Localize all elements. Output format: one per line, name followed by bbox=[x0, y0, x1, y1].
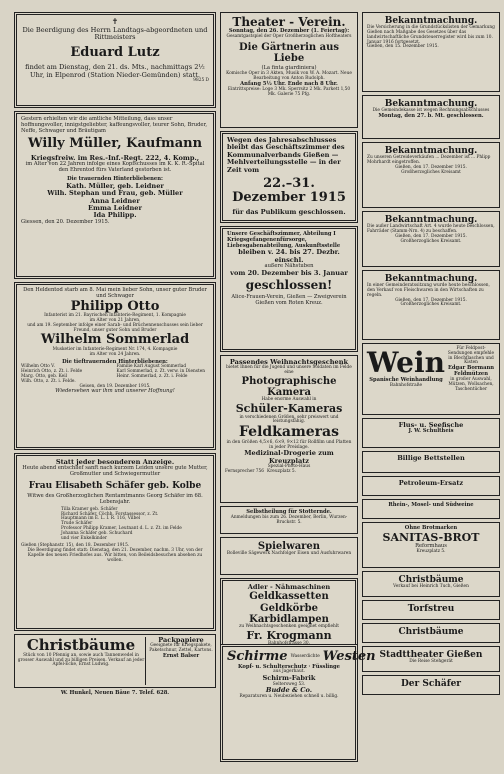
schirme-note: aus Jagerhaut. bbox=[273, 669, 305, 675]
christbaeume2-title: Christbäume bbox=[398, 627, 464, 637]
theater-verein-ad bbox=[220, 12, 358, 128]
bekanntmachung-1 bbox=[362, 12, 500, 92]
schaefer-mourner: Johanna Schäfer geb. Schuchard bbox=[61, 530, 133, 536]
kamera-shop: Medizinal-Drogerie zum Kreuzplatz bbox=[244, 449, 334, 465]
b2-text: Die Gemeindekasse ist wegen Rechnungsabschlusses bbox=[372, 108, 490, 114]
obituary-otto-sommerlad bbox=[14, 282, 216, 450]
christbaeume2-ad bbox=[362, 623, 500, 643]
mueller-place: Giessen, den 20. Dezember 1915. bbox=[21, 218, 110, 225]
kamera-addr: Kreuzplatz 5. bbox=[267, 468, 296, 474]
kamera-body4: in den Größen 4,5×6, 6×9, 9×12 für Rollfilm und Platten in jeder Preislage. bbox=[226, 439, 352, 450]
b1-place: Gießen, den 15. Dezember 1915. bbox=[367, 44, 439, 50]
geschaeft-closing: für das Publikum geschlossen. bbox=[232, 207, 346, 216]
b1-title: Bekanntmachung. bbox=[384, 16, 478, 26]
mueller-mourner: Kath. Müller, geb. Leidner bbox=[66, 181, 164, 190]
b3-office: Großherzogliches Kreisamt bbox=[401, 169, 461, 175]
mueller-mourner: Ida Philipp. bbox=[93, 211, 137, 220]
theater-times: Anfang 5½ Uhr. Ende nach 8 Uhr. bbox=[240, 80, 338, 87]
b2-dates: Montag, den 27. b. Mt. geschlossen. bbox=[378, 112, 484, 119]
christbaeume-right-ad bbox=[362, 571, 500, 597]
rk-footer: Alice-Frauen-Verein, Gießen — Zweigverein Gießen vom Roten Kreuz. bbox=[231, 293, 347, 306]
theater-title: Theater - Verein. bbox=[232, 15, 346, 29]
schaefer-place: Gießen (Stephanstr. 15), den 18. Dezember 1915. bbox=[21, 543, 130, 549]
spielwaren-sub: Bolleville Sägewerk Nachfolger Eisen und Ausfuhrwaren bbox=[226, 551, 352, 557]
brot-shop: Reformhaus bbox=[415, 543, 447, 550]
obituary-mueller bbox=[14, 111, 216, 279]
mueller-body: im Alter von 22 Jahren infolge eines Kopfschusses im K. K. R.-Spital den Ehrentod fürs Vaterland gestorben ist. bbox=[25, 161, 205, 174]
adler-shop: Fr. Krogmann bbox=[246, 628, 332, 642]
b4-place: Gießen, den 17. Dezember 1915. bbox=[395, 233, 467, 239]
b4-title: Bekanntmachung. bbox=[384, 215, 478, 225]
b4-text: Die außer Landwirtschaft Art. 4 wurde heute beschlossen, Fahrräder (Stamm-Nrn. 4) zu beschaffen. bbox=[367, 224, 495, 234]
stottern-ad bbox=[220, 506, 358, 534]
packpapiere-shop: Ernst Balser bbox=[162, 653, 200, 659]
rhein-ad bbox=[362, 499, 500, 519]
feldmuetzen-title: Feldmützen bbox=[454, 371, 488, 378]
mueller-intro: Gestern erhielten wir die amtliche Mitteilung, dass unser hoffnungsvoller, innigstgeliebter, kaffeungsvoller, teurer Sohn, Bruder, Neffe, Schwager und Bräutigam bbox=[21, 116, 208, 134]
b5-title: Bekanntmachung. bbox=[384, 274, 478, 284]
kamera-shop2: Spezial-Photo-Haus bbox=[267, 464, 311, 470]
adler-l2: Geldkassetten bbox=[249, 591, 329, 603]
b3-text: Zu unseren Getreideverkäufen ... Dezember ist ... Phlipp Mohrhardt eingetroffen. bbox=[367, 155, 491, 165]
obituary-schaefer bbox=[14, 453, 216, 631]
torf-ad bbox=[362, 600, 500, 620]
spielwaren-title: Spielwaren bbox=[257, 541, 321, 552]
wein-addr: Bahnhofstraße bbox=[389, 383, 423, 389]
westen-title: Westen bbox=[322, 649, 376, 664]
kamera-ad bbox=[220, 355, 358, 503]
bettstellen-title: Billige Bettstellen bbox=[397, 454, 465, 462]
torf-title: Torfstreu bbox=[407, 604, 455, 614]
mourner-left: Wilhelm Otto V. bbox=[21, 364, 55, 370]
schaefer-intro: Heute abend entschlief sanft nach kurzem Leiden unsere gute Mutter, Großmutter und Schwiegermutter bbox=[22, 465, 208, 478]
fisch-ad bbox=[362, 418, 500, 448]
column-middle bbox=[220, 12, 358, 671]
schirme-repair: Reparaturen u. Neubeziehen schnell u. billig. bbox=[239, 693, 339, 699]
adler-title: Adler - Nähmaschinen bbox=[247, 583, 331, 591]
fisch-title: Flus- u. Seefische bbox=[398, 421, 464, 429]
brot-title: Ohne Brotmarken bbox=[404, 525, 458, 531]
schaefer-right-title: Der Schäfer bbox=[400, 679, 462, 689]
schirme-shop: Budde & Co. bbox=[265, 686, 313, 695]
kamera-body2: in verschiedenen Größen, sehr preiswert und leistungsfähig. bbox=[239, 414, 339, 425]
column-right bbox=[362, 12, 500, 698]
cross-icon: ✝ bbox=[111, 17, 119, 26]
bekanntmachung-2 bbox=[362, 95, 500, 139]
kamera-head: Photographische Kamera bbox=[241, 376, 337, 399]
geschaeft-dates: 22.–31. Dezember 1915 bbox=[232, 175, 346, 206]
mueller-name: Willy Müller, Kaufmann bbox=[27, 136, 203, 152]
schaefer-mourners bbox=[21, 508, 209, 542]
otto-closing: Wiedersehen war ihm und unserer Hoffnung! bbox=[55, 388, 175, 395]
christbaeume-text: Stück von 10 Pfennig an, sowie auch Tannenwedel in grosser Auswahl und zu billigen Preisen. Verkauf an jeder Apfel-Ecke, Ernst Ludwig. bbox=[17, 652, 145, 668]
fisch-shop: J. W. Schultheis bbox=[408, 428, 454, 435]
wein-side: Für Feldpost-Sendungen empfehle in Blechflaschen und Kisten bbox=[447, 346, 495, 366]
schaefer-mourner: Trude Schäfer bbox=[61, 521, 93, 527]
schaefer-mourner: Professor Philipp Kramer, Leutnant d. L. z. Zt. im Felde bbox=[61, 525, 182, 531]
rk-dates2: vom 20. Dezember bis 3. Januar bbox=[230, 269, 348, 277]
adler-l4: Karbidlampen bbox=[249, 613, 329, 625]
rk-dates: bleiben v. 24. bis 27. Dezbr. einschl. bbox=[238, 248, 340, 264]
kamera-intro: bietet Ihnen für die Jugend und unsere Soldaten im Felde eine bbox=[226, 365, 352, 376]
packpapiere-title: Packpapiere bbox=[158, 636, 204, 644]
schaefer-note: Die Beerdigung findet statt: Dienstag, den 21. Dezember, nachm. 3 Uhr, von der Kapelle des neuen Friedhofes aus. Wir bitten, von Beileidsbesuchen absehen zu wollen. bbox=[27, 548, 203, 563]
sommerlad-name: Wilhelm Sommerlad bbox=[40, 332, 190, 348]
otto-rank: Infanterist im 21. Bayrischen Infanterie-Regiment, 1. Kompagnie bbox=[44, 313, 186, 319]
theater-desc: Komische Oper in 3 Akten, Musik von W. A. Mozart. Neue Bearbeitung von Anton Rudolph. bbox=[226, 71, 352, 82]
mourner-left: Wilh. Otto, z. Zt. i. Felde. bbox=[21, 378, 76, 384]
rotes-kreuz-ad bbox=[220, 226, 358, 352]
otto-mourners bbox=[21, 365, 209, 384]
lutz-body: findet am Dienstag, den 21. ds. Mts., nachmittags 2½ Uhr, in Elpenrod (Station Nieder-Gemünden) statt. bbox=[25, 63, 205, 79]
brot-ad bbox=[362, 522, 500, 568]
kamera-sub: Habe enorme Auswahl in bbox=[261, 397, 317, 403]
schaefer-mourner: Tilla Kramer geb. Schäfer bbox=[61, 506, 118, 512]
b2-title: Bekanntmachung. bbox=[384, 99, 478, 109]
schirme-title: Schirme bbox=[227, 649, 288, 664]
b5-office: Großherzogliches Kreisamt. bbox=[400, 302, 462, 308]
otto-mourners-title: Die tieftrauernden Hinterbliebenen: bbox=[62, 358, 168, 365]
mueller-mourner: Emma Leidner bbox=[88, 203, 142, 212]
rk-text: Unsere Geschäftszimmer, Abteilung I Kriegsgefangenenfürsorge, Liebesgabenabteilung, Auskunftsstelle bbox=[227, 231, 341, 249]
brot-addr: Kreuzplatz 5. bbox=[416, 548, 446, 554]
christbaeume-title: Christbäume bbox=[26, 636, 136, 654]
spielwaren-ad bbox=[220, 537, 358, 575]
packpapiere-text: Geeignete für Kriegspakete, Paketschnur, Zettel, Kartons. bbox=[149, 643, 213, 654]
wein-sub: Spanische Weinhandlung bbox=[369, 377, 443, 384]
b3-title: Bekanntmachung. bbox=[384, 146, 478, 156]
schirme-addr: Seltersweg 53. bbox=[272, 681, 306, 687]
mourner-left: Heinrich Otto, z. Zt. i. Felde bbox=[21, 369, 83, 375]
kamera-body1: Schüler-Kameras bbox=[235, 402, 343, 416]
petroleum-title: Petroleum-Ersatz bbox=[398, 479, 464, 487]
adler-l5: zu Weihnachtsgeschenken geeignet empfiehlt bbox=[239, 623, 339, 629]
petroleum-ad bbox=[362, 476, 500, 496]
rhein-title: Rhein-, Mosel- und Südweine bbox=[388, 502, 474, 508]
schaefer-header: Statt jeder besonderen Anzeige. bbox=[55, 458, 175, 466]
b5-place: Gießen, den 17. Dezember 1915. bbox=[395, 297, 467, 303]
stadttheater-title: Stadttheater Gießen bbox=[379, 650, 483, 660]
schaefer-mourner: Hauptmann im E. L. I. R. 116, Vilbel bbox=[61, 516, 141, 522]
brot-big: SANITAS-BROT bbox=[382, 530, 480, 544]
bekanntmachung-5 bbox=[362, 270, 500, 340]
theater-prices: Eintrittspreise: Loge 3 Mk. Sperrsitz 2 Mk. Parkett 1,50 Mk. Galerie 75 Pfg. bbox=[227, 86, 351, 97]
lutz-name: Eduard Lutz bbox=[70, 44, 160, 60]
stadttheater-ad bbox=[362, 646, 500, 672]
stadttheater-sub: Die Reise Stehgerät bbox=[409, 659, 453, 665]
schirme-water: Wasserdichte bbox=[290, 653, 320, 659]
schaefer-name: Frau Elisabeth Schäfer geb. Kolbe bbox=[28, 481, 202, 491]
adler-l3: Geldkörbe bbox=[260, 602, 318, 614]
otto-place: Geisen, den 19. Dezember 1915. bbox=[79, 383, 151, 389]
mueller-mourners-title: Die trauernden Hinterbliebenen: bbox=[67, 175, 163, 182]
schirme-ad bbox=[220, 644, 376, 762]
geschaeftszimmer-ad bbox=[220, 131, 358, 223]
lutz-code: 9825 D bbox=[193, 78, 209, 83]
otto-name: Philipp Otto bbox=[70, 298, 160, 314]
schaefer-mourner: Richard Schäfer, Cöchh. Forstassessor, z. Zt. bbox=[61, 511, 159, 517]
stottern-text: Anmeldungen bis zum 26. Dezember, Berlin, Wurzen-Bruckstr. 5. bbox=[230, 514, 348, 525]
column-left bbox=[14, 12, 216, 697]
mueller-mourner: Anna Leidner bbox=[90, 196, 140, 205]
sommerlad-age: im Alter von 24 Jahren. bbox=[89, 351, 141, 357]
geschaeft-text: Wegen des Jahresabschlusses bleibt das Geschäftszimmer des Kommunalverbands Gießen — Mehlverteilungsstelle — in der Zeit vom bbox=[227, 136, 345, 174]
christbaeume-address: W. Hunkel, Neuen Bäue 7. Telef. 628. bbox=[60, 690, 170, 696]
mourner-right: Karl Sommerlad, z. Zt. verw. in Diensten bbox=[116, 369, 206, 375]
rk-note: außere Nähstuben bbox=[264, 263, 314, 270]
lutz-intro: Die Beerdigung des Herrn Landtags-abgeordneten und Rittmeisters bbox=[22, 25, 208, 42]
obituary-lutz bbox=[14, 12, 216, 108]
feldmuetzen-text: in großer Auswahl, Mützen, Wollsachen, Taschentücher bbox=[448, 376, 494, 392]
theater-sub: Gesamtgastspiel der Oper Großherzoglichen Hoftheaters bbox=[226, 34, 352, 40]
wein-ad bbox=[362, 343, 500, 415]
schaefer-mourner: und vier Enkelkinder bbox=[61, 535, 107, 541]
wein-shop: Edgar Bormann bbox=[447, 365, 495, 372]
b1-text: Die Versicherung in die Grundstückslisten der Gemarkung Gießen nach Maßgabe des Gesetzes über das landwirtschaftliche Grundsteuerregister wird bis zum 10. Januar 1916 fortgesetzt. bbox=[367, 25, 495, 45]
bettstellen-ad bbox=[362, 451, 500, 473]
kamera-body3: Feldkameras bbox=[238, 424, 339, 441]
schirme-sub: Kopf- u. Schulterschutz · Füsslinge bbox=[238, 663, 340, 670]
b4-office: Großherzogliches Kreisamt. bbox=[400, 238, 462, 244]
bekanntmachung-4 bbox=[362, 211, 500, 267]
b5-text: In einer Gemeinderatssitzung wurde heute beschlossen, den Verkauf von Fleischwaren in den Wirtschaften zu regeln. bbox=[367, 283, 490, 298]
otto-intro: Den Heldentod starb am 8. Mai mein lieber Sohn, unser guter Bruder und Schwager bbox=[23, 287, 207, 299]
bekanntmachung-3 bbox=[362, 142, 500, 208]
mourner-right: Familie Karl August Sommerlad bbox=[116, 364, 187, 370]
theater-date: Sonntag, den 26. Dezember (1. Feiertag): bbox=[228, 28, 350, 35]
kamera-phone: Fernsprecher 756 bbox=[225, 468, 265, 474]
schaefer-sub: Witwe des Großherzoglichen Rentamtmanns Georg Schäfer im 68. Lebensjahr. bbox=[27, 493, 203, 505]
stottern-title: Selbstheilung für Stotternde. bbox=[246, 509, 332, 515]
wein-big: Wein bbox=[367, 346, 445, 379]
otto-age: im Alter von 21 Jahren, bbox=[89, 317, 141, 323]
kamera-title: Passendes Weihnachtsgeschenk bbox=[229, 358, 349, 366]
rk-closed: geschlossen! bbox=[245, 278, 333, 293]
otto-middle: und am 19. September infolge einer Sarab- und Brüchennenschusses sein lieber Freund, unser guter Sohn und Bruder bbox=[27, 322, 203, 333]
sommerlad-rank: Musketier im Infanterie-Regiment Nr. 174, 4. Kompagnie bbox=[52, 346, 178, 352]
b3-place: Gießen, den 17. Dezember 1915. bbox=[395, 164, 467, 170]
christbaeume-right-title: Christbäume bbox=[398, 575, 464, 585]
theater-genre: (La finta giardiniera) bbox=[261, 65, 317, 72]
christbaeume-ad bbox=[14, 634, 216, 688]
schirme-fabrik: Schirm-Fabrik bbox=[262, 674, 316, 683]
theater-play: Die Gärtnerin aus Liebe bbox=[238, 42, 340, 65]
mueller-rank: Kriegsfreiw. im Res.-Inf.-Regt. 222, 4. Komp., bbox=[30, 153, 200, 162]
schaefer-right-ad bbox=[362, 675, 500, 695]
mourner-right: Heinr. Sommerlad, z. Zt. i. Felde bbox=[116, 374, 188, 380]
christbaeume-right-text: Verkauf bei Heinrich Tuch, Gießen bbox=[393, 584, 469, 590]
mueller-mourner: Wilh. Stephan und Frau, geb. Müller bbox=[47, 189, 183, 198]
mourner-left: Marg. Otto, geb. Keil bbox=[21, 374, 67, 380]
